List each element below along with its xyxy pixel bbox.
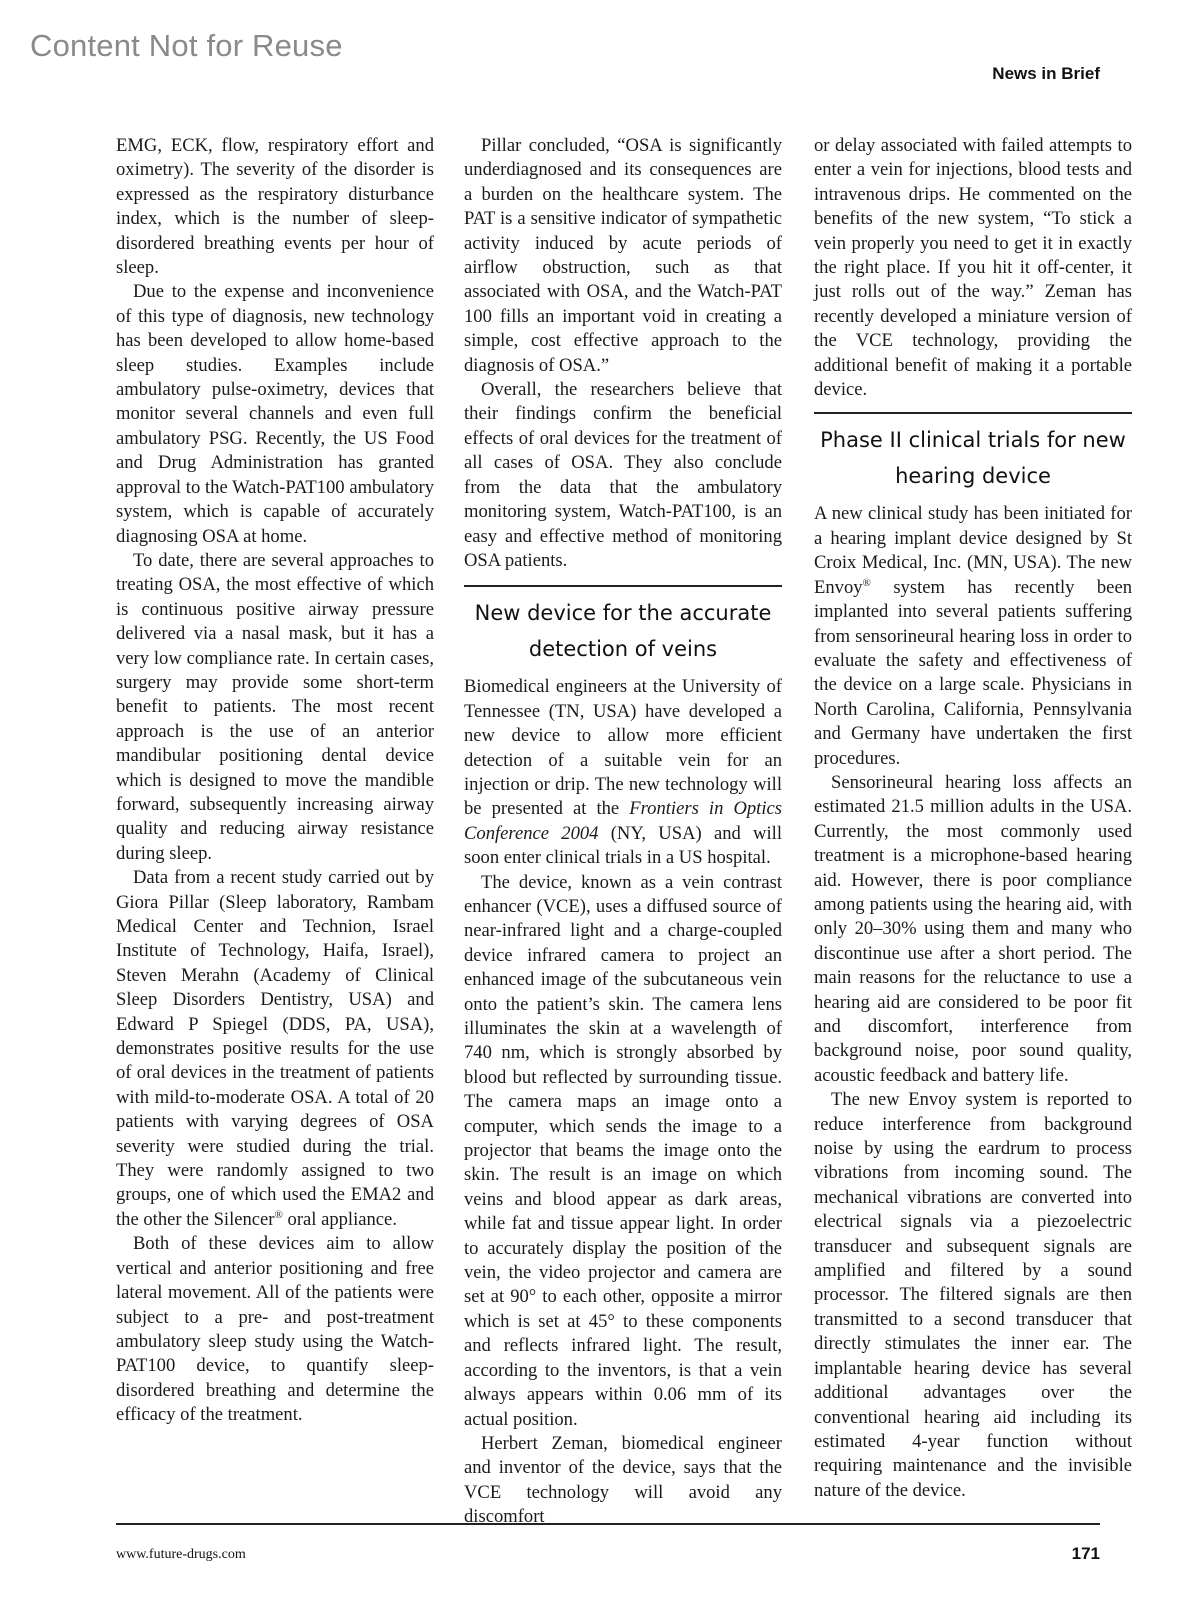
paragraph: Herbert Zeman, biomedical engineer and inventor of the device, says that the VCE technology will avoid any discomfort bbox=[464, 1432, 782, 1528]
text-run: oral appliance. bbox=[282, 1208, 397, 1230]
paragraph: The device, known as a vein contrast enhancer (VCE), uses a diffused source of near-infrared light and a charge-coupled device infrared camera to project an enhanced image of the subcutaneous vein onto the patient’s skin. The camera lens illuminates the skin at a wavelength of 740 nm, which is strongly absorbed by blood but reflected by surrounding tissue. The camera maps an image onto a computer, which sends the image to a projector that beams the image onto the skin. The result is an image on which veins and blood appear as dark areas, while fat and tissue appear light. In order to accurately display the position of the vein, the video projector and camera are set at 90° to each other, opposite a mirror which is set at 45° to these components and reflects infrared light. The result, according to the inventors, is that a vein always appears within 0.06 mm of its actual position. bbox=[464, 871, 782, 1430]
footer-divider bbox=[116, 1523, 1100, 1525]
registered-mark: ® bbox=[274, 1208, 283, 1221]
paragraph: Both of these devices aim to allow vertical and anterior positioning and free lateral movement. All of the patients were subject to a pre- and post-treatment ambulatory sleep study using the Watch-PAT100 device, to quantify sleep-disordered breathing and determine the efficacy of the treatment. bbox=[116, 1233, 434, 1426]
paragraph: or delay associated with failed attempts to enter a vein for injections, blood tests and intravenous drips. He commented on the benefits of the new system, “To stick a vein properly you need to get it in exactly the right place. If you hit it off-center, it just rolls out of the way.” Zeman has recently developed a miniature version of the VCE technology, providing the additional benefit of making it a portable device. bbox=[814, 135, 1132, 401]
watermark: Content Not for Reuse bbox=[30, 28, 343, 63]
paragraph: The new Envoy system is reported to reduce interference from background noise by using the eardrum to process vibrations from incoming sound. The mechanical vibrations are converted into electrical signals via a piezoelectric transducer and subsequent signals are amplified and filtered by a sound processor. The filtered signals are then transmitted to a second transducer that directly stimulates the inner ear. The implantable hearing device has several additional advantages over the conventional hearing aid including its estimated 4-year function without requiring maintenance and the invisible nature of the device. bbox=[814, 1089, 1132, 1501]
paragraph bbox=[116, 866, 434, 1232]
registered-mark: ® bbox=[862, 576, 871, 589]
column-3 bbox=[814, 134, 1132, 1503]
column-2 bbox=[464, 134, 782, 1530]
text-run: A new clinical study has been initiated for a hearing implant device designed by St Croix Medical, Inc. (MN, USA). The new Envoy bbox=[814, 503, 1132, 598]
text-run: Biomedical engineers at the University of Tennessee (TN, USA) have developed a new device to allow more efficient detection of a suitable vein for an injection or drip. The new technology will be presented at the bbox=[464, 676, 782, 820]
paragraph: EMG, ECK, flow, respiratory effort and oximetry). The severity of the disorder is expressed as the respiratory disturbance index, which is the number of sleep-disordered breathing events per hour of sleep. bbox=[116, 135, 434, 279]
text-run: (NY, USA) and will soon enter clinical trials in a US hospital. bbox=[464, 822, 782, 869]
conference-name: Frontiers in Optics Conference 2004 bbox=[464, 798, 782, 844]
page-number: 171 bbox=[1071, 1544, 1100, 1563]
footer-url: www.future-drugs.com bbox=[116, 1547, 246, 1562]
section-label: News in Brief bbox=[992, 64, 1100, 83]
section-divider bbox=[814, 412, 1132, 414]
text-run: system has recently been implanted into several patients suffering from sensorineural hearing loss in order to evaluate the safety and effectiveness of the device on a large scale. Physicians in North Carolina, California, Pennsylvania and Germany have undertaken the first procedures. bbox=[814, 576, 1132, 769]
paragraph bbox=[464, 675, 782, 870]
paragraph: Sensorineural hearing loss affects an estimated 21.5 million adults in the USA. Currently, the most commonly used treatment is a microphone-based hearing aid. However, there is poor compliance among patients using the hearing aid, with only 20–30% using them and many who discontinue use after a short period. The main reasons for the reluctance to use a hearing aid are considered to be poor fit and discomfort, interference from background noise, poor sound quality, acoustic feedback and battery life. bbox=[814, 771, 1132, 1086]
paragraph: Overall, the researchers believe that their findings confirm the beneficial effects of oral devices for the treatment of all cases of OSA. They also conclude from the data that the ambulatory monitoring system, Watch-PAT100, is an easy and effective method of monitoring OSA patients. bbox=[464, 379, 782, 571]
text-run: Data from a recent study carried out by Giora Pillar (Sleep laboratory, Rambam Medical Center and Technion, Israel Institute of Technology, Haifa, Israel), Steven Merahn (Academy of Clinical Sleep Disorders Dentistry, USA) and Edward P Spiegel (DDS, PA, USA), demonstrates positive results for the use of oral devices in the treatment of patients with mild-to-moderate OSA. A total of 20 patients with varying degrees of OSA severity were studied during the trial. They were randomly assigned to two groups, one of which used the EMA2 and the other the Silencer bbox=[116, 867, 434, 1230]
section-divider bbox=[464, 585, 782, 587]
paragraph: Pillar concluded, “OSA is significantly underdiagnosed and its consequences are a burden on the healthcare system. The PAT is a sensitive indicator of sympathetic activity induced by acute periods of airflow obstruction, such as that associated with OSA, and the Watch-PAT 100 fills an important void in creating a simple, cost effective approach to the diagnosis of OSA.” bbox=[464, 135, 782, 376]
paragraph: To date, there are several approaches to treating OSA, the most effective of which is continuous positive airway pressure delivered via a nasal mask, but it has a very low compliance rate. In certain cases, surgery may provide some short-term benefit to patients. The most recent approach is the use of an anterior mandibular positioning dental device which is designed to move the mandible forward, subsequently increasing airway quality and reducing airway resistance during sleep. bbox=[116, 549, 434, 864]
paragraph: Due to the expense and inconvenience of this type of diagnosis, new technology has been developed to allow home-based sleep studies. Examples include ambulatory pulse-oximetry, devices that monitor several channels and even full ambulatory PSG. Recently, the US Food and Drug Administration has granted approval to the Watch-PAT100 ambulatory system, which is capable of accurately diagnosing OSA at home. bbox=[116, 281, 434, 547]
article-heading: New device for the accurate detection of veins bbox=[474, 601, 772, 662]
article-heading: Phase II clinical trials for new hearing device bbox=[820, 428, 1126, 489]
paragraph bbox=[814, 502, 1132, 770]
column-1 bbox=[116, 134, 434, 1428]
